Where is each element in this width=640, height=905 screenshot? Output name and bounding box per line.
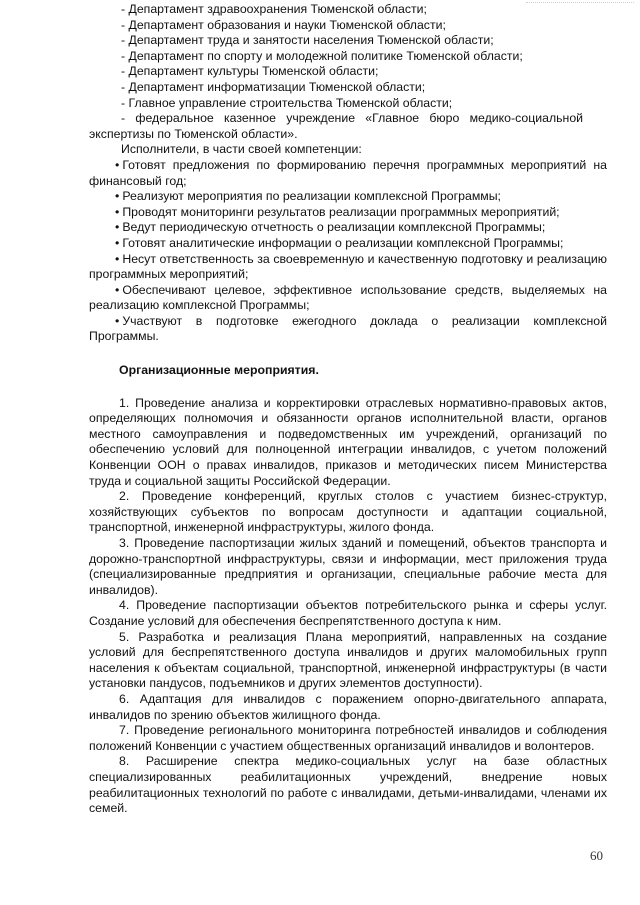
executor-item: • Реализуют мероприятия по реализации комплексной Программы; xyxy=(89,189,607,205)
executor-item: • Готовят аналитические информации о реализации комплексной Программы; xyxy=(89,236,607,252)
department-item: - Департамент культуры Тюменской области; xyxy=(121,64,379,79)
measure-item: 1. Проведение анализа и корректировки отраслевых нормативно-правовых актов, определяющих полномочия и обязанности органов исполнительной власти, органов местного самоуправления и подведомственных им учреждений, организаций по обеспечению условий для полноценной интеграции инвалидов, с учетом положений Конвенции ООН о правах инвалидов, приказов и методических писем Министерства труда и социальной защиты Российской Федерации. xyxy=(89,395,607,488)
department-item: - Департамент информатизации Тюменской области; xyxy=(121,79,426,94)
department-item-federal: - федеральное казенное учреждение «Главное бюро медико-социальной xyxy=(121,111,584,126)
measures-list xyxy=(89,396,607,817)
department-item-federal-cont: экспертизы по Тюменской области». xyxy=(89,126,298,141)
document-body xyxy=(89,2,607,817)
departments-list xyxy=(89,2,607,142)
executor-item: • Готовят предложения по формированию перечня программных мероприятий на финансовый год; xyxy=(89,158,607,189)
department-item: - Департамент образования и науки Тюменской области; xyxy=(121,17,446,32)
executor-item: • Ведут периодическую отчетность о реализации комплексной Программы; xyxy=(89,220,607,236)
executor-item: • Обеспечивают целевое, эффективное использование средств, выделяемых на реализацию комплексной Программы; xyxy=(89,283,607,314)
section-heading: Организационные мероприятия. xyxy=(119,363,319,378)
department-item: - Департамент по спорту и молодежной политике Тюменской области; xyxy=(121,48,523,63)
measure-item: 7. Проведение регионального мониторинга потребностей инвалидов и соблюдения положений Конвенции с участием общественных организаций инвалидов и волонтеров. xyxy=(89,723,607,753)
page-number: 60 xyxy=(590,848,603,863)
measure-item: 6. Адаптация для инвалидов с поражением опорно-двигательного аппарата, инвалидов по зрению объектов жилищного фонда. xyxy=(89,691,607,722)
executor-item: • Участвуют в подготовке ежегодного доклада о реализации комплексной Программы. xyxy=(89,314,607,345)
measure-item: 4. Проведение паспортизации объектов потребительского рынка и сферы услуг. Создание условий для обеспечения беспрепятственного доступа к ним. xyxy=(89,598,607,628)
measure-item: 8. Расширение спектра медико-социальных услуг на базе областных специализированных реабилитационных учреждений, внедрение новых реабилитационных технологий по работе с инвалидами, детьми-инвалидами, членами их семей. xyxy=(89,754,607,816)
executors-intro: Исполнители, в части своей компетенции: xyxy=(121,142,362,157)
measure-item: 5. Разработка и реализация Плана мероприятий, направленных на создание условий для беспрепятственного доступа инвалидов и других маломобильных групп населения к объектам социальной, транспортной, инженерной инфраструктуры (в части установки пандусов, подъемников и других элементов доступности). xyxy=(89,629,607,691)
department-item: - Главное управление строительства Тюменской области; xyxy=(121,95,453,110)
department-item: - Департамент здравоохранения Тюменской области; xyxy=(121,2,427,16)
executor-item: • Проводят мониторинги результатов реализации программных мероприятий; xyxy=(89,205,607,221)
executor-item: • Несут ответственность за своевременную и качественную подготовку и реализацию программных мероприятий; xyxy=(89,252,607,283)
measure-item: 3. Проведение паспортизации жилых зданий и помещений, объектов транспорта и дорожно-транспортной инфраструктуры, связи и информации, мест приложения труда (специализированные предприятия и организации, специальные рабочие места для инвалидов). xyxy=(89,536,607,597)
department-item: - Департамент труда и занятости населения Тюменской области; xyxy=(121,33,494,48)
measure-item: 2. Проведение конференций, круглых столов с участием бизнес-структур, хозяйствующих субъектов по вопросам доступности и адаптации социальной, транспортной, инженерной инфраструктуры, жилого фонда. xyxy=(89,489,607,535)
executors-list xyxy=(89,158,607,345)
